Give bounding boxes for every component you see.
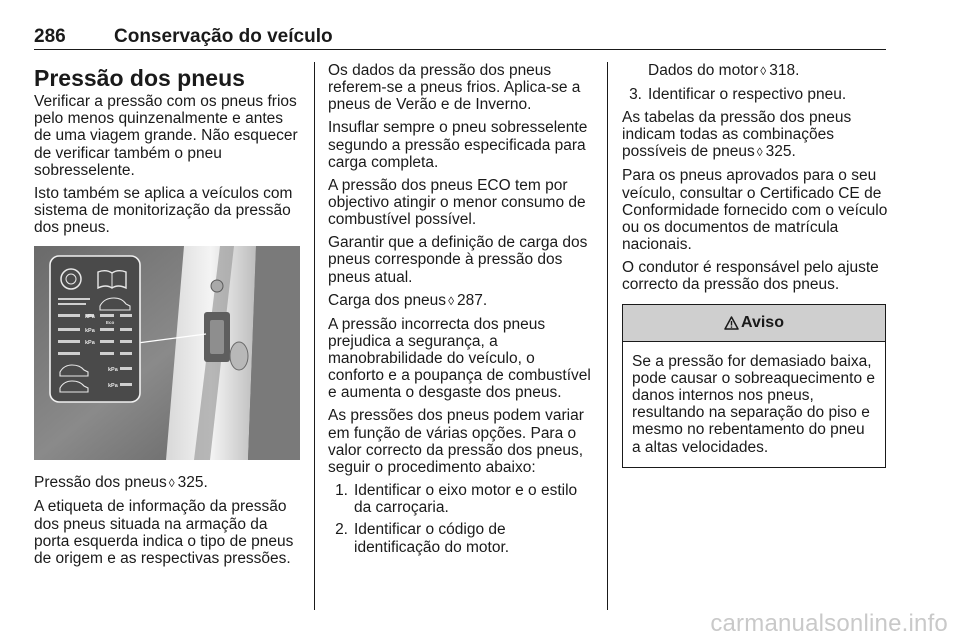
page-ref-arrow-icon: ◊: [760, 64, 767, 78]
kpa-label: kPa: [85, 314, 95, 321]
kpa-label: kPa: [85, 328, 95, 335]
page-number: 286: [34, 26, 66, 47]
column-divider-2: [607, 62, 608, 610]
paragraph: Isto também se aplica a veículos com sistema de monitorização da pressão dos pneus.: [34, 184, 293, 237]
paragraph: Garantir que a definição de carga dos pneus corresponde à pressão dos pneus atual.: [328, 234, 588, 286]
page-ref-arrow-icon: ◊: [756, 145, 763, 160]
page-reference[interactable]: 325.: [177, 474, 208, 492]
paragraph: O condutor é responsável pelo ajuste correcto da pressão dos pneus.: [622, 259, 879, 294]
paragraph: Os dados da pressão dos pneus referem-se a pneus frios. Aplica-se a pneus de Verão e de Inverno.: [328, 62, 581, 114]
paragraph-with-reference: Carga dos pneus ◊ 287.: [328, 291, 488, 309]
paragraph: A pressão dos pneus ECO tem por objectivo atingir o menor consumo de combustível possível.: [328, 176, 586, 229]
page-reference[interactable]: 287.: [457, 291, 488, 309]
paragraph: Insuflar sempre o pneu sobresselente segundo a pressão especificada para carga completa.: [328, 119, 588, 171]
page-ref-arrow-icon: ◊: [168, 476, 175, 491]
list-item: 2. Identificar o código de identificação do motor.: [335, 521, 510, 556]
paragraph: Verificar a pressão com os pneus frios pelo menos quinzenalmente e antes de uma viagem grande. Não esquecer de verificar também o pneu sobresselente.: [34, 93, 298, 179]
list-item-continuation: Dados do motor ◊ 318.: [648, 62, 800, 79]
procedure-steps: [328, 482, 594, 556]
paragraph-with-reference: As tabelas da pressão dos pneus indicam todas as combinações possíveis de pneus ◊ 325.: [622, 109, 852, 161]
page-reference[interactable]: 318.: [769, 62, 800, 79]
procedure-steps: [622, 86, 888, 103]
warning-triangle-icon: [724, 316, 739, 330]
column-1: [34, 62, 300, 573]
warning-box: [622, 304, 886, 468]
paragraph: A pressão incorrecta dos pneus prejudica a segurança, a manobrabilidade do veículo, o conforto e a poupança de combustível e aumenta o desgaste dos pneus.: [328, 315, 591, 402]
watermark: carmanualsonline.info: [710, 610, 948, 637]
figure-caption: Pressão dos pneus ◊ 325.: [34, 474, 208, 492]
paragraph: A etiqueta de informação da pressão dos pneus situada na armação da porta esquerda indica o tipo de pneus de origem e as respectivas pressões.: [34, 498, 294, 568]
chapter-title: Conservação do veículo: [114, 26, 333, 47]
paragraph: As pressões dos pneus podem variar em função de várias opções. Para o valor correcto da pressão dos pneus, seguir o procedimento abaixo:: [328, 407, 584, 477]
eco-label: Eco: [106, 320, 115, 326]
header-divider: [34, 49, 886, 50]
list-item: 1. Identificar o eixo motor e o estilo da carroçaria.: [335, 482, 578, 517]
warning-header: [623, 305, 885, 342]
column-2: [328, 62, 594, 562]
column-divider-1: [314, 62, 315, 610]
warning-title: Aviso: [741, 314, 784, 332]
tire-pressure-label-photo: [34, 246, 300, 460]
kpa-label: kPa: [108, 383, 118, 390]
section-title: Pressão dos pneus: [34, 65, 245, 91]
page-reference[interactable]: 325.: [765, 143, 796, 161]
kpa-label: kPa: [85, 340, 95, 347]
warning-text: Se a pressão for demasiado baixa, pode causar o sobreaquecimento e danos internos nos pneus, resultando na separação do piso e mesmo no rebentamento do pneu a altas velocidades.: [632, 352, 875, 456]
page-ref-arrow-icon: ◊: [448, 293, 454, 308]
list-item: 3. Identificar o respectivo pneu.: [629, 86, 847, 103]
paragraph: Para os pneus aprovados para o seu veículo, consultar o Certificado CE de Conformidade fornecido com o veículo ou os documentos de matrícula nacionais.: [622, 167, 888, 254]
kpa-label: kPa: [108, 367, 118, 374]
column-3: [622, 62, 888, 468]
